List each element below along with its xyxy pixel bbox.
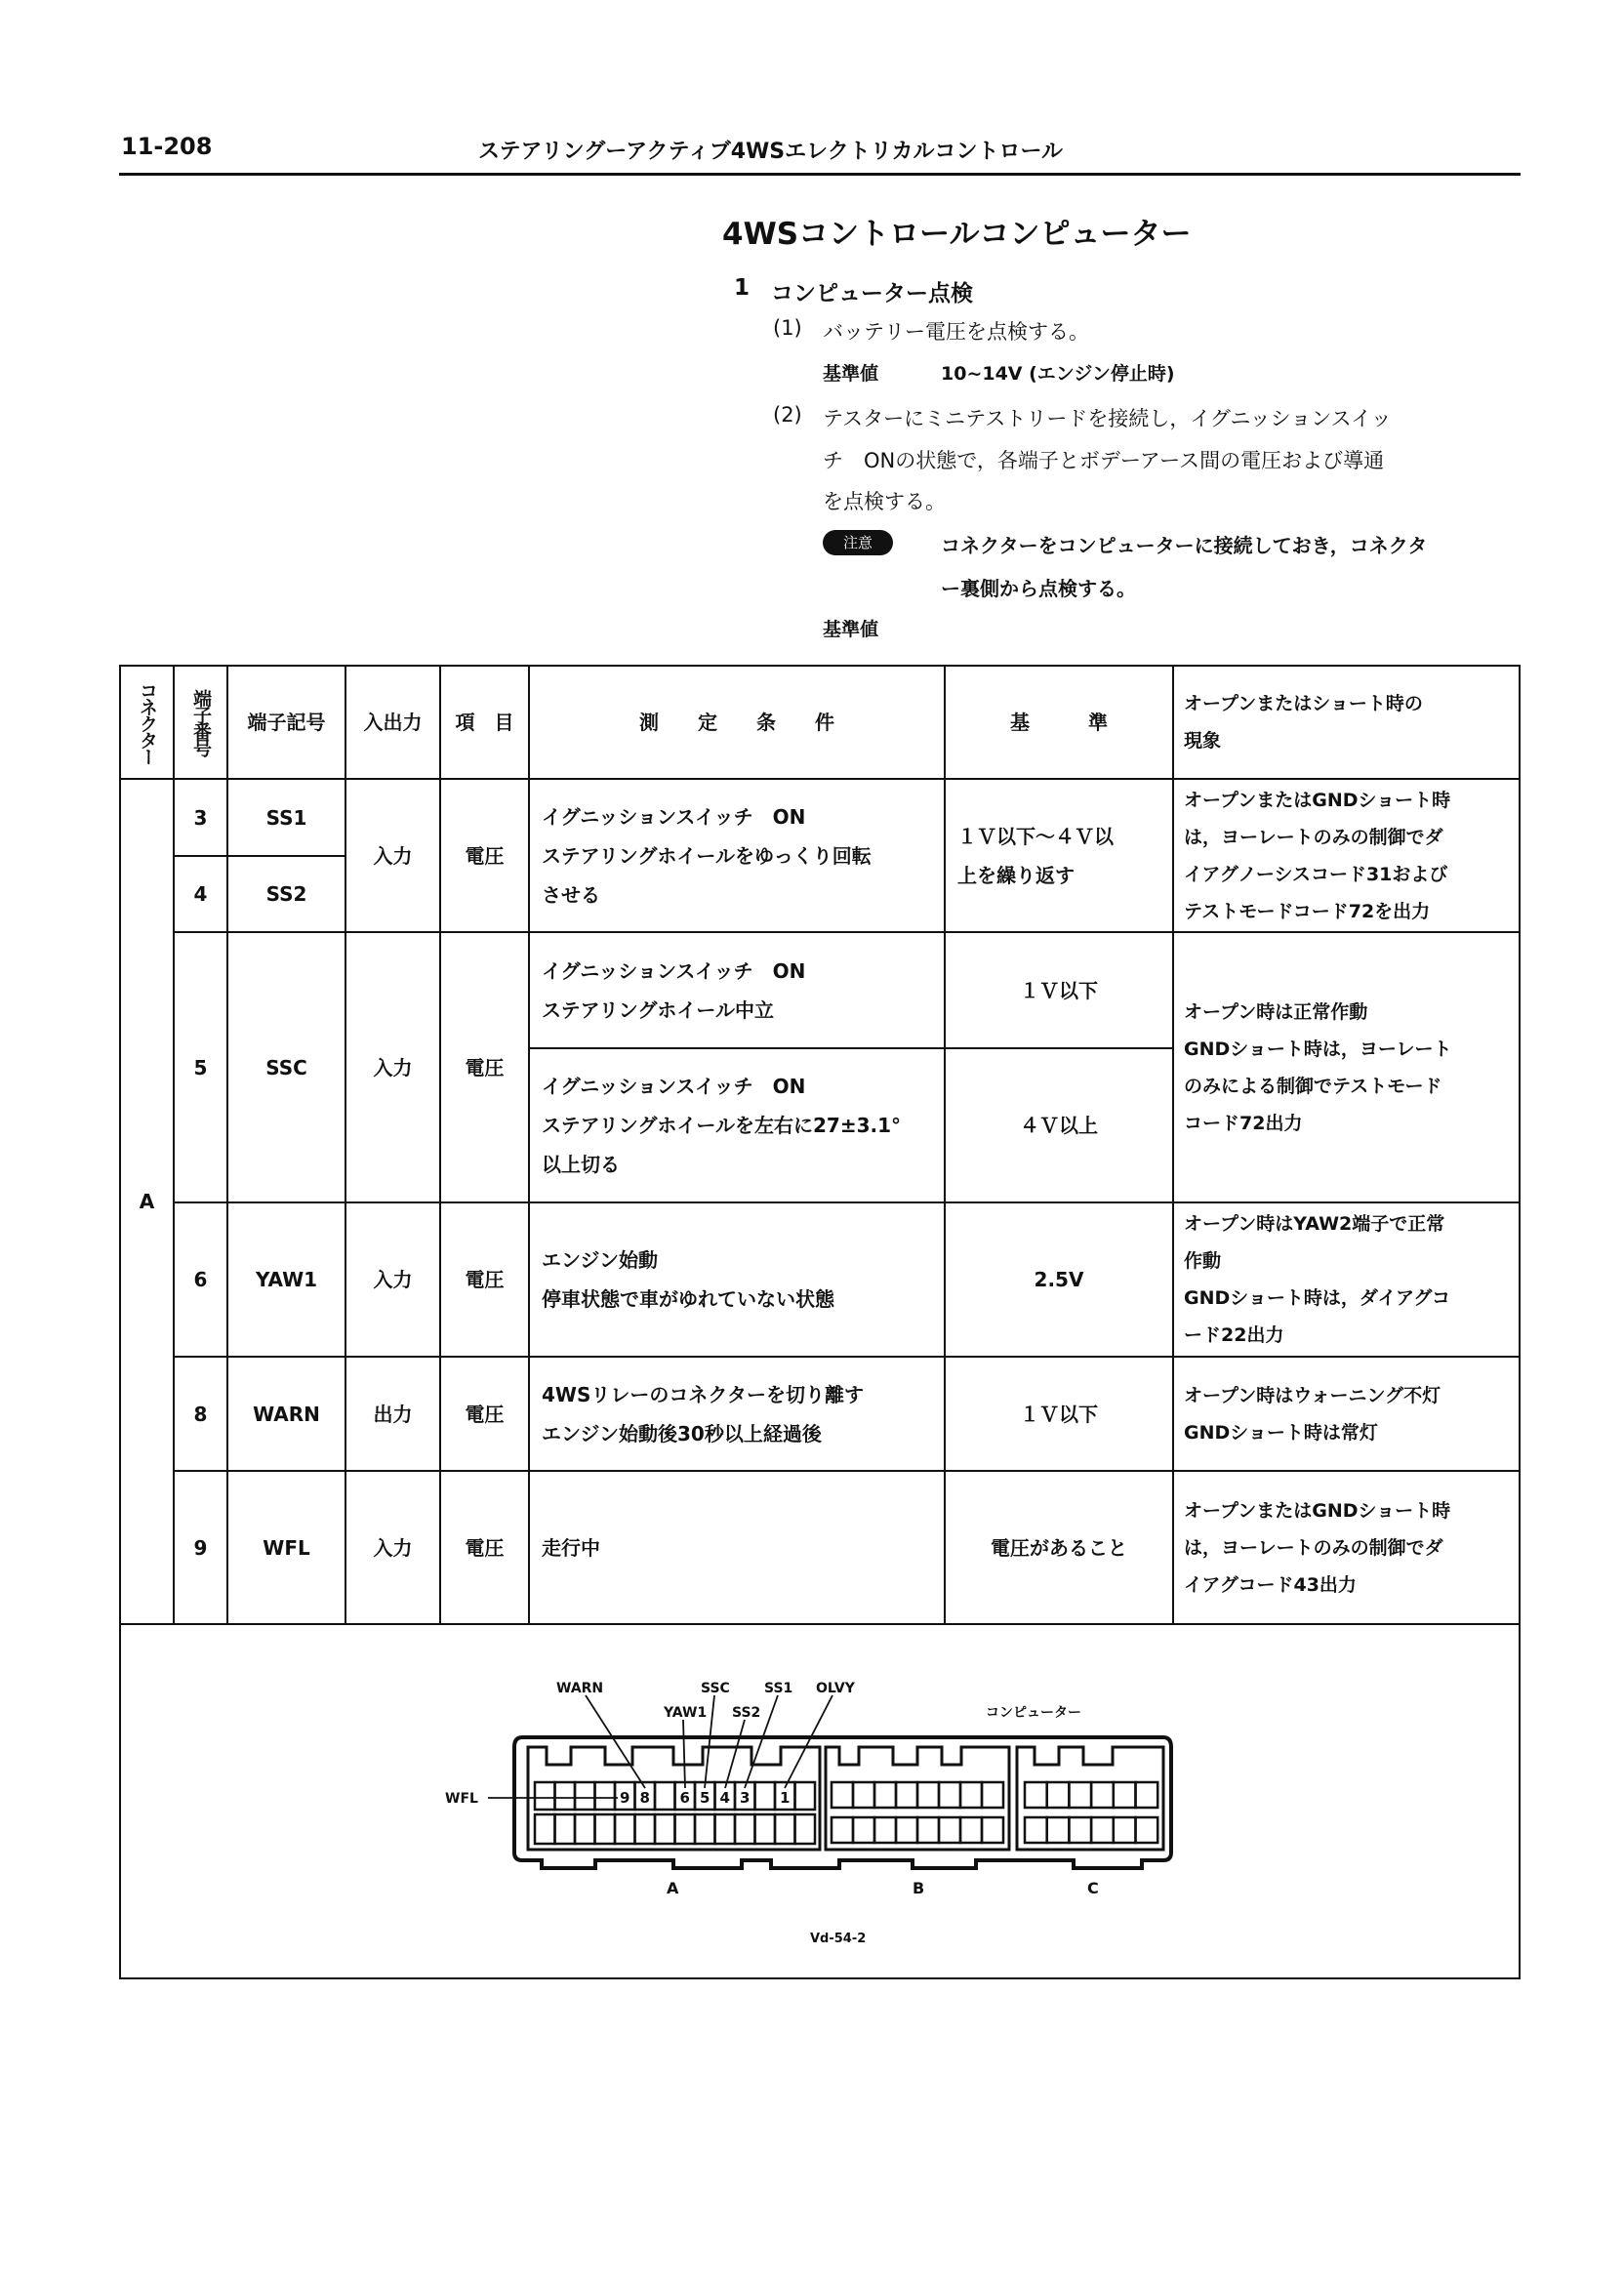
terminal-no: 3 bbox=[174, 779, 227, 856]
pin-cavity bbox=[575, 1814, 595, 1844]
pin-number-p5: 5 bbox=[700, 1789, 710, 1807]
terminal-symbol: WFL bbox=[227, 1471, 345, 1624]
label-warn: WARN bbox=[556, 1681, 604, 1696]
pin-cavity bbox=[655, 1814, 675, 1844]
pin-cavity bbox=[1136, 1782, 1158, 1808]
terminal-symbol: WARN bbox=[227, 1357, 345, 1471]
step-number: 1 bbox=[734, 275, 751, 301]
condition-cell: 走行中 bbox=[529, 1471, 945, 1624]
item2-line2: チ ONの状態で，各端子とボデーアース間の電圧および導通 bbox=[823, 449, 1385, 472]
pin-cavity bbox=[1114, 1782, 1136, 1808]
pin-cavity bbox=[939, 1782, 960, 1808]
label-ssc: SSC bbox=[701, 1681, 730, 1696]
item-cell: 電圧 bbox=[440, 1202, 529, 1357]
item1-std-value: 10~14V (エンジン停止時) bbox=[941, 363, 1175, 385]
pin-cavity bbox=[832, 1817, 853, 1843]
pin-cavity bbox=[595, 1814, 616, 1844]
pin-cavity bbox=[853, 1782, 874, 1808]
running-title: ステアリングーアクティブ4WSエレクトリカルコントロール bbox=[478, 140, 1064, 164]
label-connector-b: B bbox=[913, 1879, 925, 1897]
pin-cavity bbox=[982, 1817, 1003, 1843]
phenomenon-cell: オープンまたはGNDショート時 は，ヨーレートのみの制御でダ イアグノーシスコード31および テストモードコード72を出力 bbox=[1173, 779, 1520, 932]
pin-cavity bbox=[1091, 1782, 1114, 1808]
item-cell: 電圧 bbox=[440, 932, 529, 1202]
pin-cavity bbox=[917, 1782, 939, 1808]
pin-cavity bbox=[715, 1814, 736, 1844]
header-phenomenon: オープンまたはショート時の 現象 bbox=[1173, 666, 1520, 779]
item2-line1: テスターにミニテストリードを接続し，イグニッションスイッ bbox=[823, 407, 1392, 430]
pin-cavity bbox=[775, 1814, 795, 1844]
header-terminal-no: 端子番号 bbox=[174, 666, 227, 779]
label-ss2: SS2 bbox=[732, 1705, 761, 1721]
label-ss1: SS1 bbox=[764, 1681, 793, 1696]
pin-number-p1: 1 bbox=[780, 1789, 791, 1807]
terminal-no: 5 bbox=[174, 932, 227, 1202]
io-cell: 入力 bbox=[345, 932, 440, 1202]
pin-cavity bbox=[595, 1782, 616, 1810]
pin-cavity bbox=[1091, 1817, 1114, 1843]
std-label: 基準値 bbox=[823, 619, 879, 640]
condition-cell: イグニッションスイッチ ON ステアリングホイールをゆっくり回転 させる bbox=[529, 779, 945, 932]
label-olvy: OLVY bbox=[816, 1681, 855, 1696]
phenomenon-cell: オープン時は正常作動 GNDショート時は，ヨーレート のみによる制御でテストモード コード72出力 bbox=[1173, 932, 1520, 1202]
condition-cell: 4WSリレーのコネクターを切り離す エンジン始動後30秒以上経過後 bbox=[529, 1357, 945, 1471]
connector-cell: A bbox=[120, 779, 174, 1624]
pin-cavity bbox=[1047, 1817, 1070, 1843]
terminal-no: 6 bbox=[174, 1202, 227, 1357]
pin-cavity bbox=[555, 1782, 576, 1810]
terminal-no: 4 bbox=[174, 856, 227, 932]
note-line2: ー裏側から点検する。 bbox=[941, 577, 1136, 600]
pin-cavity bbox=[795, 1814, 816, 1844]
pin-cavity bbox=[982, 1782, 1003, 1808]
pin-number-p3: 3 bbox=[740, 1789, 751, 1807]
terminal-symbol: SSC bbox=[227, 932, 345, 1202]
standard-cell: 2.5V bbox=[945, 1202, 1173, 1357]
header-terminal-symbol: 端子記号 bbox=[227, 666, 345, 779]
standard-cell: １Ｖ以下 bbox=[945, 932, 1173, 1048]
item-cell: 電圧 bbox=[440, 1471, 529, 1624]
note-badge: 注意 bbox=[823, 530, 893, 555]
terminal-symbol: SS1 bbox=[227, 779, 345, 856]
pin-cavity bbox=[917, 1817, 939, 1843]
pin-cavity bbox=[1025, 1817, 1047, 1843]
item-cell: 電圧 bbox=[440, 779, 529, 932]
label-computer: コンピューター bbox=[986, 1705, 1081, 1721]
io-cell: 入力 bbox=[345, 1202, 440, 1357]
step-title: コンピューター点検 bbox=[771, 281, 973, 306]
pin-cavity bbox=[853, 1817, 874, 1843]
section-heading: 4WSコントロールコンピューター bbox=[722, 217, 1192, 252]
phenomenon-cell: オープン時はYAW2端子で正常 作動 GNDショート時は，ダイアグコ ード22出力 bbox=[1173, 1202, 1520, 1357]
pin-cavity bbox=[896, 1782, 917, 1808]
pin-cavity bbox=[535, 1782, 555, 1810]
pin-cavity bbox=[896, 1817, 917, 1843]
label-connector-c: C bbox=[1087, 1879, 1099, 1897]
io-cell: 入力 bbox=[345, 1471, 440, 1624]
phenomenon-cell: オープンまたはGNDショート時 は，ヨーレートのみの制御でダ イアグコード43出力 bbox=[1173, 1471, 1520, 1624]
item-cell: 電圧 bbox=[440, 1357, 529, 1471]
item1-std-label: 基準値 bbox=[823, 363, 879, 385]
condition-cell: エンジン始動 停車状態で車がゆれていない状態 bbox=[529, 1202, 945, 1357]
terminal-symbol: SS2 bbox=[227, 856, 345, 932]
label-wfl: WFL bbox=[445, 1791, 478, 1807]
header-standard: 基 準 bbox=[945, 666, 1173, 779]
pin-cavity bbox=[1069, 1782, 1091, 1808]
pin-cavity bbox=[675, 1814, 696, 1844]
terminal-no: 9 bbox=[174, 1471, 227, 1624]
note-line1: コネクターをコンピューターに接続しておき，コネクタ bbox=[941, 534, 1428, 557]
pin-cavity bbox=[1025, 1782, 1047, 1808]
standard-cell: 電圧があること bbox=[945, 1471, 1173, 1624]
header-connector: コネクター bbox=[120, 666, 174, 779]
pin-cavity bbox=[960, 1817, 982, 1843]
standard-cell: １Ｖ以下～４Ｖ以 上を繰り返す bbox=[945, 779, 1173, 932]
pin-cavity bbox=[535, 1814, 555, 1844]
pin-cavity bbox=[695, 1814, 715, 1844]
figure-id: Vd-54-2 bbox=[810, 1932, 867, 1946]
standard-cell: １Ｖ以下 bbox=[945, 1357, 1173, 1471]
pin-cavity bbox=[755, 1814, 776, 1844]
terminal-no: 8 bbox=[174, 1357, 227, 1471]
condition-cell: イグニッションスイッチ ON ステアリングホイールを左右に27±3.1° 以上切る bbox=[529, 1048, 945, 1202]
terminal-symbol: YAW1 bbox=[227, 1202, 345, 1357]
phenomenon-cell: オープン時はウォーニング不灯 GNDショート時は常灯 bbox=[1173, 1357, 1520, 1471]
pin-cavity bbox=[1069, 1817, 1091, 1843]
pin-cavity bbox=[874, 1782, 896, 1808]
pin-cavity bbox=[555, 1814, 576, 1844]
pin-number-p9: 9 bbox=[620, 1789, 630, 1807]
header-condition: 測 定 条 件 bbox=[529, 666, 945, 779]
pin-cavity bbox=[795, 1782, 816, 1810]
io-cell: 出力 bbox=[345, 1357, 440, 1471]
pin-cavity bbox=[735, 1814, 755, 1844]
pin-cavity bbox=[655, 1782, 675, 1810]
standard-cell: ４Ｖ以上 bbox=[945, 1048, 1173, 1202]
item1-number: (1) bbox=[773, 316, 802, 340]
label-connector-a: A bbox=[667, 1879, 679, 1897]
pin-cavity bbox=[874, 1817, 896, 1843]
pin-cavity bbox=[1136, 1817, 1158, 1843]
pin-number-p4: 4 bbox=[719, 1789, 730, 1807]
pin-number-p8: 8 bbox=[639, 1789, 650, 1807]
pin-cavity bbox=[615, 1814, 635, 1844]
pin-cavity bbox=[1047, 1782, 1070, 1808]
pin-cavity bbox=[960, 1782, 982, 1808]
header-item: 項 目 bbox=[440, 666, 529, 779]
item1-text: バッテリー電圧を点検する。 bbox=[823, 320, 1089, 344]
pin-cavity bbox=[1114, 1817, 1136, 1843]
pin-cavity bbox=[755, 1782, 776, 1810]
item2-number: (2) bbox=[773, 403, 802, 427]
header-io: 入出力 bbox=[345, 666, 440, 779]
pin-cavity bbox=[575, 1782, 595, 1810]
pin-cavity bbox=[832, 1782, 853, 1808]
item2-line3: を点検する。 bbox=[823, 490, 946, 513]
condition-cell: イグニッションスイッチ ON ステアリングホイール中立 bbox=[529, 932, 945, 1048]
page-number: 11-208 bbox=[121, 133, 213, 160]
label-yaw1: YAW1 bbox=[664, 1705, 708, 1721]
pin-cavity bbox=[939, 1817, 960, 1843]
pin-number-p6: 6 bbox=[679, 1789, 690, 1807]
pin-cavity bbox=[635, 1814, 656, 1844]
io-cell: 入力 bbox=[345, 779, 440, 932]
